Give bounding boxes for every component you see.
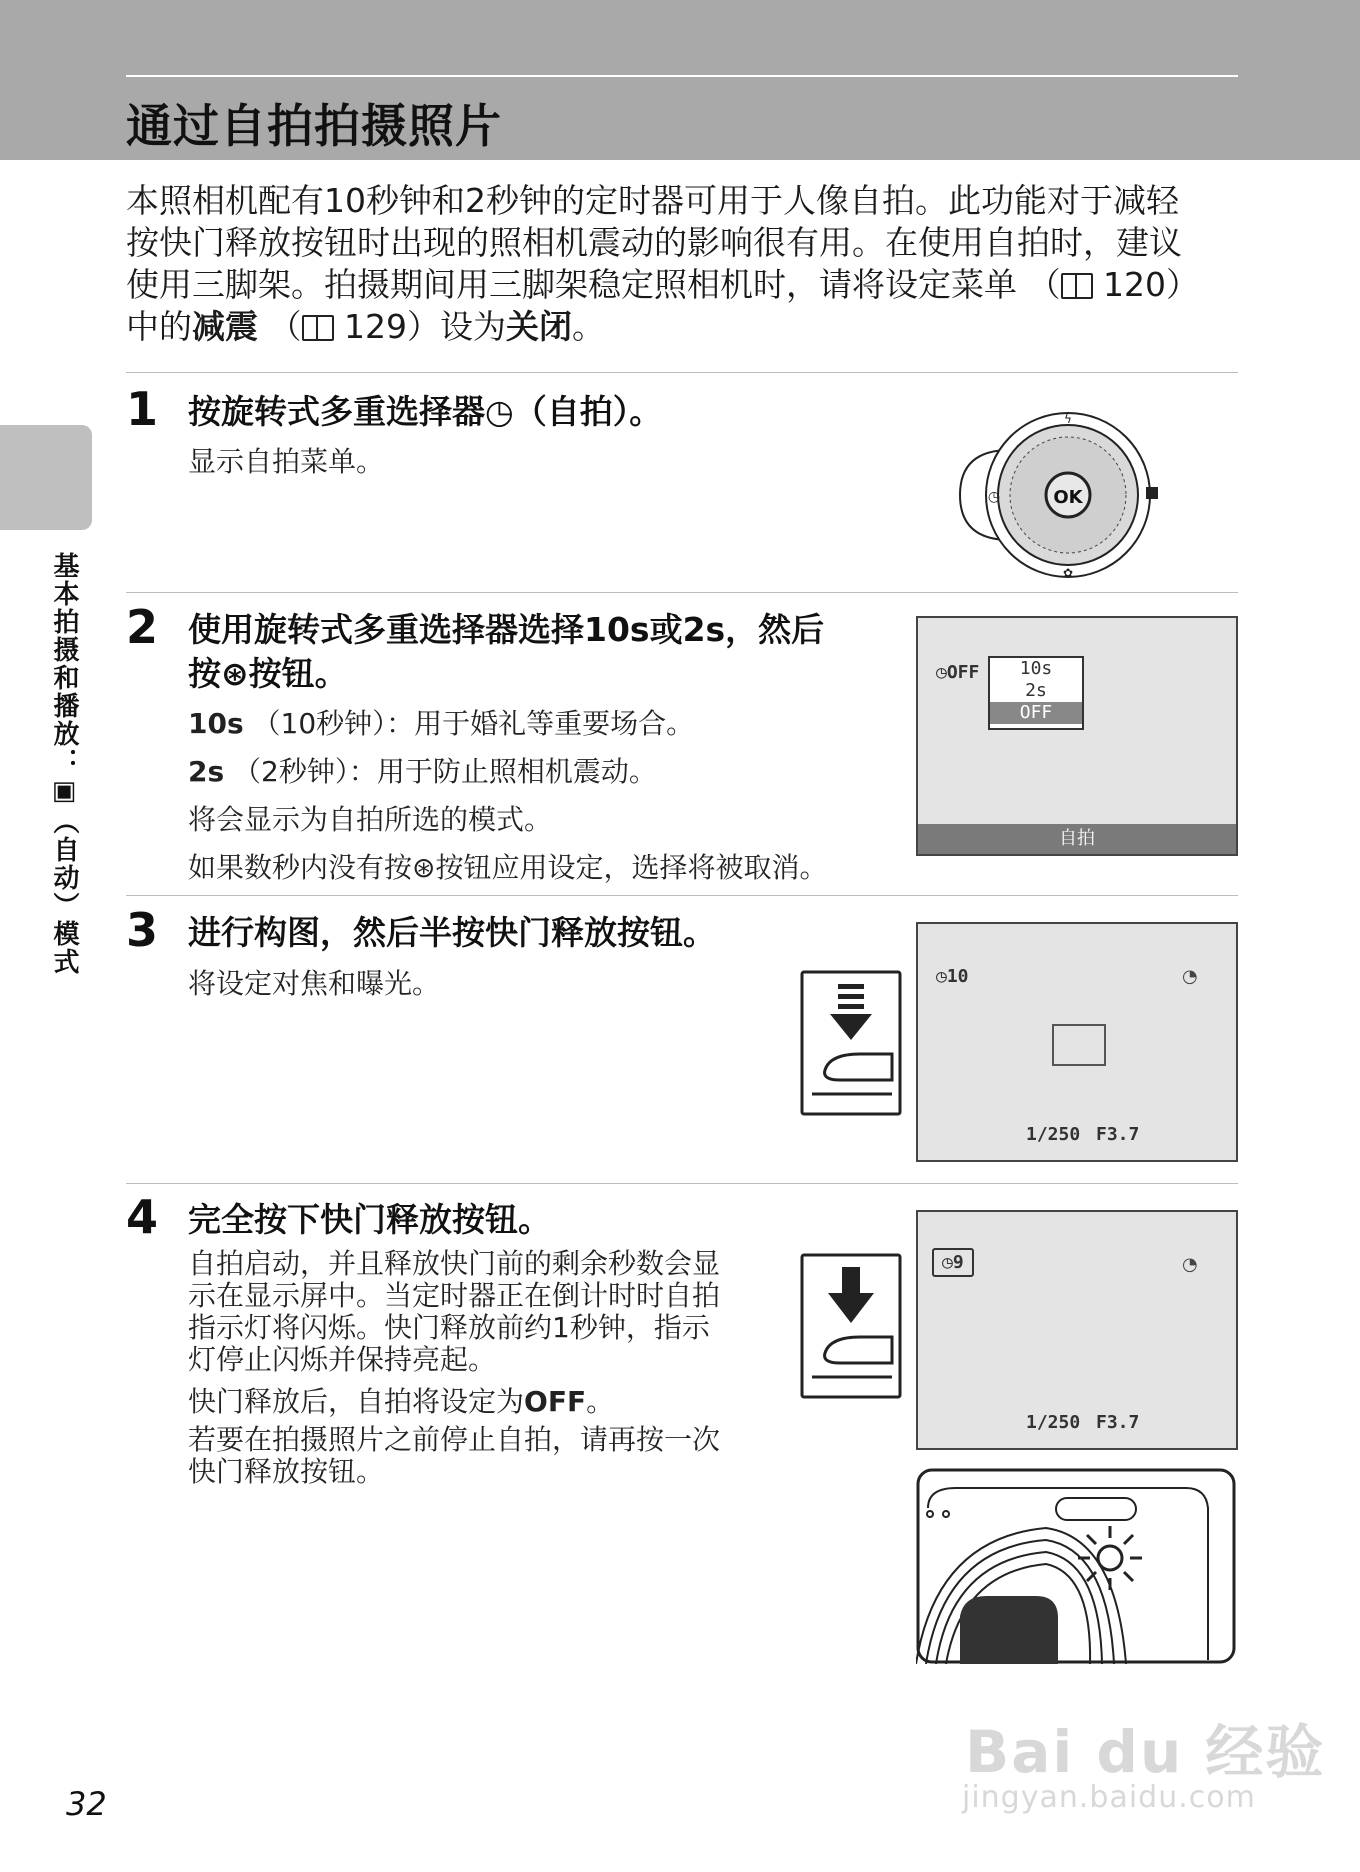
divider <box>126 1183 1238 1184</box>
step-text: 将设定对焦和曝光。 <box>188 967 441 1000</box>
section-tab <box>0 425 92 530</box>
full-press-illustration <box>800 1253 902 1399</box>
step-heading: 进行构图，然后半按快门释放按钮。 <box>188 913 716 952</box>
intro-line: 按快门释放按钮时出现的照相机震动的影响很有用。在使用自拍时，建议 <box>126 223 1182 262</box>
watermark-url: jingyan.baidu.com <box>962 1780 1256 1815</box>
focus-area <box>1052 1024 1106 1066</box>
divider <box>126 895 1238 896</box>
lcd-framing-screen <box>916 922 1238 1162</box>
step-text: 快门释放后，自拍将设定为OFF。 <box>188 1385 615 1418</box>
step-text: 若要在拍摄照片之前停止自拍，请再按一次 快门释放按钮。 <box>188 1423 721 1488</box>
option-2s: 2s <box>1025 680 1047 701</box>
svg-text:◷: ◷ <box>987 489 1001 505</box>
multi-selector-illustration <box>950 405 1180 590</box>
camera-front-illustration <box>916 1468 1236 1664</box>
svg-text:OK: OK <box>1053 487 1083 508</box>
step-heading: 完全按下快门释放按钮。 <box>188 1200 551 1239</box>
step-text: 显示自拍菜单。 <box>188 445 385 478</box>
menu-footer: 自拍 <box>918 824 1236 854</box>
step-heading: 使用旋转式多重选择器选择10s或2s，然后 <box>188 610 825 649</box>
step-heading: 按⊛按钮。 <box>188 654 348 693</box>
step-text: 将会显示为自拍所选的模式。 <box>188 803 553 836</box>
intro-paragraph <box>126 180 1238 348</box>
lcd-menu-screen <box>916 616 1238 856</box>
step-text: 2s （2秒钟）：用于防止照相机震动。 <box>188 755 657 788</box>
timer-options-menu <box>988 656 1084 730</box>
svg-text:ϟ: ϟ <box>1064 412 1072 426</box>
intro-line: 使用三脚架。拍摄期间用三脚架稳定照相机时，请将设定菜单 （ 120） <box>126 265 1199 304</box>
step-number: 1 <box>126 382 159 436</box>
shutter-speed: 1/250 <box>1026 1412 1081 1433</box>
timer-countdown: ◷9 <box>932 1248 974 1277</box>
half-press-illustration <box>800 970 902 1116</box>
watermark-logo: Bai du 经验 <box>965 1718 1326 1786</box>
step-number: 4 <box>126 1190 159 1244</box>
page-title: 通过自拍拍摄照片 <box>126 99 502 153</box>
svg-text:✿: ✿ <box>1062 566 1074 580</box>
step-number: 2 <box>126 600 159 654</box>
step-number: 3 <box>126 903 159 957</box>
timer-indicator: ◷10 <box>936 966 969 987</box>
step-text: 10s （10秒钟）：用于婚礼等重要场合。 <box>188 707 695 740</box>
divider <box>126 592 1238 593</box>
page-number: 32 <box>66 1785 107 1823</box>
option-10s: 10s <box>1019 658 1053 679</box>
step-text: 如果数秒内没有按⊛按钮应用设定，选择将被取消。 <box>188 851 828 884</box>
intro-line: 本照相机配有10秒钟和2秒钟的定时器可用于人像自拍。此功能对于减轻 <box>126 181 1179 220</box>
step-text: 自拍启动，并且释放快门前的剩余秒数会显 示在显示屏中。当定时器正在倒计时时自拍 指示灯将闪烁。快门释放前约1秒钟，指示 灯停止闪烁并保持亮起。 <box>188 1247 721 1376</box>
book-reference-icon <box>302 315 334 341</box>
aperture-value: F3.7 <box>1096 1124 1140 1145</box>
step-heading: 按旋转式多重选择器◷（自拍）。 <box>188 392 663 431</box>
intro-line: 中的减震 （ 129）设为关闭。 <box>126 307 605 346</box>
self-timer-icon: ◷OFF <box>936 662 980 683</box>
divider <box>126 372 1238 373</box>
lcd-countdown-screen <box>916 1210 1238 1450</box>
shutter-speed: 1/250 <box>1026 1124 1081 1145</box>
section-label: 基本拍摄和播放：▣（自动）模式 <box>49 552 79 976</box>
vr-icon: ◔ <box>1182 966 1198 987</box>
option-off: OFF <box>990 702 1082 724</box>
vr-icon: ◔ <box>1182 1254 1198 1275</box>
header-rule <box>126 75 1238 77</box>
book-reference-icon <box>1061 273 1093 299</box>
aperture-value: F3.7 <box>1096 1412 1140 1433</box>
